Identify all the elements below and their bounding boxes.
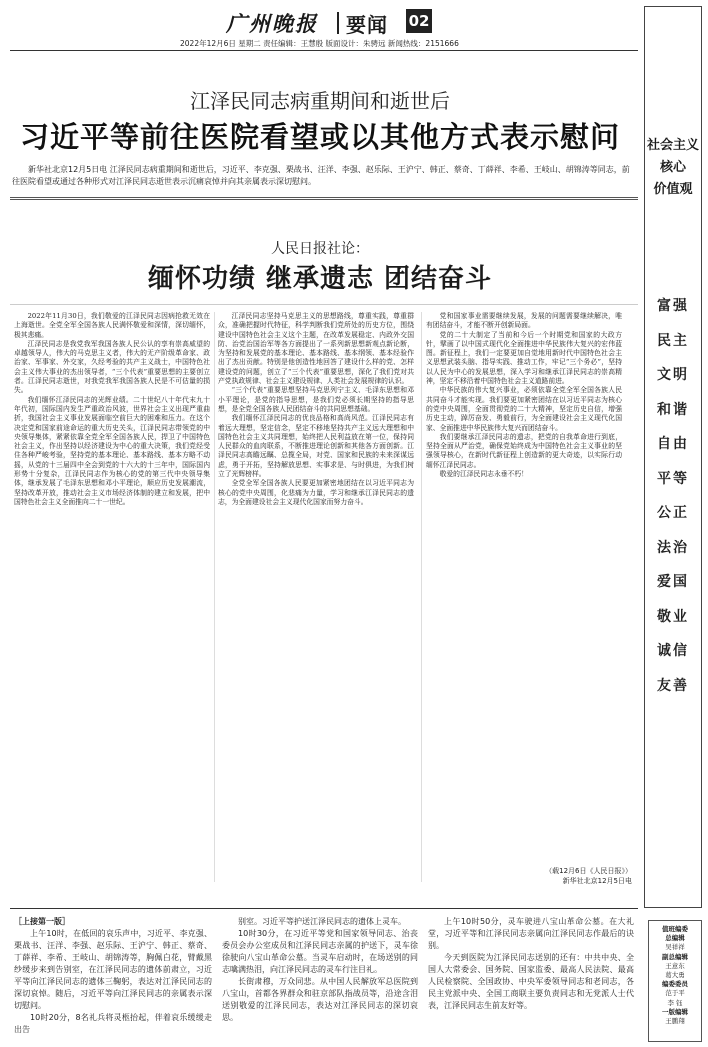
value-item: 敬业 xyxy=(657,608,689,625)
sidebar-title-line: 价值观 xyxy=(653,182,693,197)
masthead xyxy=(0,0,708,52)
editor-role: 副总编辑 xyxy=(662,952,688,961)
paper-name: 广州晚报 xyxy=(226,11,318,36)
editorial-column-2 xyxy=(218,312,414,884)
value-item: 法治 xyxy=(657,539,689,556)
news-headline: 习近平等前往医院看望或以其他方式表示慰问 xyxy=(19,120,620,154)
paragraph: 中华民族的伟大复兴事业，必须依靠全党全军全国各族人民共同奋斗才能实现。我们要更加紧密团结在以习近平同志为核心的党中央周围，全面贯彻党的二十大精神，坚定历史自信，增强历史主动，踔厉奋发、勇毅前行，为全面建设社会主义现代化国家、全面推进中华民族伟大复兴而团结奋斗。 xyxy=(426,386,622,432)
editor-role: 总编辑 xyxy=(665,934,685,943)
paragraph: “三个代表”重要思想坚持马克思列宁主义、毛泽东思想和邓小平理论，是党的指导思想，是我们党必须长期坚持的指导思想，是全党全国各族人民团结奋斗的共同思想基础。 xyxy=(218,386,414,413)
values-list xyxy=(645,289,701,703)
paragraph: 党的二十大制定了当前和今后一个时期党和国家的大政方针，擘画了以中国式现代化全面推进中华民族伟大复兴的宏伟蓝图。新征程上，我们一定要更加自觉地用新时代中国特色社会主义思想武装头脑、指导实践、推动工作，牢记“三个务必”，坚持以人民为中心的发展思想，深入学习和继承江泽民同志的崇高精神，坚定不移沿着中国特色社会主义道路前进。 xyxy=(426,330,622,386)
paragraph: 长街肃穆，万众同悲。从中国人民解放军总医院到八宝山，首都各界群众和驻京部队指战员等，沿途含泪送别敬爱的江泽民同志，表达对江泽民同志的深切哀思。 xyxy=(222,977,418,1022)
editorial-rule xyxy=(10,304,638,305)
editor-name: 葛大勇 xyxy=(665,971,685,980)
page-number-badge: 02 xyxy=(406,9,432,33)
paragraph: 我们缅怀江泽民同志的优良品格和高尚风范。江泽民同志有着远大理想，坚定信念，坚定不移地坚持共产主义远大理想和中国特色社会主义共同理想，始终把人民利益放在第一位，保持同人民群众的血肉联系，不断推进理论创新和其他各方面创新。江泽民同志高瞻远瞩、总揽全局，对党、国家和民族的未来深谋远虑，勇于开拓，坚持解放思想、实事求是、与时俱进，为我们树立了光辉榜样。 xyxy=(218,414,414,479)
editorial-column-1 xyxy=(14,312,210,884)
paragraph: 2022年11月30日，我们敬爱的江泽民同志因病抢救无效在上海逝世。全党全军全国各族人民满怀敬爱和深情，深切缅怀，极其悲痛。 xyxy=(14,312,210,339)
value-item: 公正 xyxy=(657,505,689,521)
editorial-column-3 xyxy=(426,312,622,860)
paragraph: 10时30分，在习近平等党和国家领导同志、治丧委员会办公室成员和江泽民同志亲属的护送下，灵车徐徐驶向八宝山革命公墓。当灵车启动时，在场送别的同志噙满热泪，向江泽民同志的灵车行注目礼。 xyxy=(222,929,418,974)
editor-name: 王鹏翔 xyxy=(665,1017,685,1026)
value-item: 友善 xyxy=(657,677,689,694)
value-item: 自由 xyxy=(657,436,689,452)
paragraph: 江泽民同志是我党我军我国各族人民公认的享有崇高威望的卓越领导人，伟大的马克思主义者，伟大的无产阶级革命家、政治家、军事家、外交家，久经考验的共产主义战士，中国特色社会主义伟大事业的杰出领导者，“三个代表”重要思想的主要创立者。江泽民同志逝世，对我党我军我国各族人民是不可估量的损失。 xyxy=(14,339,210,395)
masthead-rule xyxy=(10,50,638,51)
paragraph: 党和国家事业需要继续发展，发展的问题需要继续解决，唯有团结奋斗，才能不断开创新局面。 xyxy=(426,312,622,330)
news-lead: 新华社北京12月5日电 江泽民同志病重期间和逝世后，习近平、李克强、栗战书、汪洋、李强、赵乐际、王沪宁、韩正、蔡奇、丁薛祥、李希、王岐山、胡锦涛等同志，前往医院看望或通过各种形式对江泽民同志逝世表示沉痛哀悼并向其亲属表示深切慰问。 xyxy=(12,165,630,186)
bottom-column-3 xyxy=(428,916,634,1044)
editor-role: 值班编委 xyxy=(662,925,688,933)
sidebar-title-line: 社会主义 xyxy=(646,138,699,153)
editor-name: 李 钰 xyxy=(667,998,683,1007)
paragraph: 10时20分，8名礼兵将灵柩抬起，伴着哀乐缓缓走出告 xyxy=(14,1013,212,1034)
paragraph: 全党全军全国各族人民要更加紧密地团结在以习近平同志为核心的党中央周围，化悲痛为力量，学习和继承江泽民同志的遗志，为全面建设社会主义现代化国家而努力奋斗。 xyxy=(218,479,414,506)
paragraph: 敬爱的江泽民同志永垂不朽！ xyxy=(439,470,528,479)
core-values-sidebar xyxy=(644,6,702,908)
editor-role: 编委委员 xyxy=(662,980,688,989)
value-item: 文明 xyxy=(657,367,689,383)
value-item: 和谐 xyxy=(657,401,689,418)
editors-box xyxy=(648,920,702,1042)
section-title: 要闻 xyxy=(346,13,388,37)
editorial-signoff xyxy=(426,866,632,886)
continued-tag: ［上接第一版］ xyxy=(14,917,70,926)
value-item: 民主 xyxy=(657,332,689,349)
bottom-rule xyxy=(10,908,638,909)
paragraph: 上午10时，在低回的哀乐声中，习近平、李克强、栗战书、汪洋、李强、赵乐际、王沪宁、韩正、蔡奇、丁薛祥、李希、王岐山、胡锦涛等，胸佩白花，臂戴黑纱缓步来到告别室，在江泽民同志的遗体前肃立，习近平等向江泽民同志的遗体三鞠躬，表达对江泽民同志的深切哀悼。随后，习近平等向江泽民同志的亲属表示深切慰问。 xyxy=(14,929,212,1010)
editor-role: 一版编辑 xyxy=(662,1007,688,1016)
paragraph: 我们要继承江泽民同志的遗志，把党的自我革命进行到底，坚持全面从严治党，确保党始终成为中国特色社会主义事业的坚强领导核心，在新时代新征程上创造新的更大奇迹，以实际行动缅怀江泽民同志。 xyxy=(426,432,622,469)
news-kicker: 江泽民同志病重期间和逝世后 xyxy=(190,89,450,113)
sidebar-title-line: 核心 xyxy=(659,160,686,175)
editor-name: 吴祥祥 xyxy=(665,943,685,952)
editorial-dateline: 新华社北京12月5日电 xyxy=(562,877,632,885)
value-item: 平等 xyxy=(657,470,689,487)
editorial-kicker: 人民日报社论： xyxy=(271,241,369,257)
column-divider xyxy=(214,312,215,882)
editor-name: 王意东 xyxy=(665,961,685,970)
section-rule xyxy=(10,199,638,200)
value-item: 富强 xyxy=(657,298,689,314)
masthead-divider xyxy=(337,12,339,34)
section-rule xyxy=(10,197,638,198)
masthead-info: 2022年12月6日 星期二 责任编辑：王慧殷 版面设计：朱骋远 新闻热线：2151666 xyxy=(180,39,459,48)
paragraph: 我们缅怀江泽民同志的光辉业绩。二十世纪八十年代末九十年代初，国际国内发生严重政治风波，世界社会主义出现严重曲折，我国社会主义事业发展面临空前巨大的困难和压力。在这个决定党和国家前途命运的重大历史关头，江泽民同志带领党的中央领导集体，紧紧依靠全党全军全国各族人民，捍卫了中国特色社会主义，作出坚持以经济建设为中心的重大决策，我们党经受住各种严峻考验，坚持党的基本理论、基本路线、基本方略不动摇，从党的十三届四中全会到党的十六大的十三年中，国际国内形势十分复杂，江泽民同志作为核心的党的第三代中央领导集体，继承发展了毛泽东思想和邓小平理论，顺应历史发展潮流，坚持改革开放，推动社会主义市场经济体制的建立和发展，把中国特色社会主义全面推向二十一世纪。 xyxy=(14,395,210,506)
paragraph: 上午10时50分，灵车驶进八宝山革命公墓。在大礼堂，习近平等和江泽民同志亲属向江泽民同志作最后的诀别。 xyxy=(428,917,634,950)
sidebar-title xyxy=(645,135,701,201)
editorial-source: （载12月6日《人民日报》） xyxy=(545,867,632,875)
paragraph: 别室。习近平等护送江泽民同志的遗体上灵车。 xyxy=(238,917,406,926)
column-divider xyxy=(421,312,422,882)
paragraph: 江泽民同志坚持马克思主义的思想路线，尊重实践，尊重群众，准确把握时代特征，科学判断我们党所处的历史方位，围绕建设中国特色社会主义这个主题，在改革发展稳定、内政外交国防、治党治国治军等各方面提出了一系列新思想新观点新论断，为坚持和发展党的基本理论、基本路线、基本纲领、基本经验作出了杰出贡献。特别是他创造性地回答了建设什么样的党、怎样建设党的问题，创立了“三个代表”重要思想，深化了我们党对共产党执政规律、社会主义建设规律、人类社会发展规律的认识。 xyxy=(218,312,414,386)
bottom-column-2 xyxy=(222,916,418,1044)
bottom-column-1 xyxy=(14,916,212,1044)
paragraph: 今天到医院为江泽民同志送别的还有：中共中央、全国人大常委会、国务院、国家监委、最高人民法院、最高人民检察院、全国政协、中央军委领导同志和老同志，各民主党派中央、全国工商联主要负责同志和无党派人士代表，江泽民同志生前友好等。 xyxy=(428,953,634,1010)
editor-name: 范于平 xyxy=(665,989,685,998)
value-item: 诚信 xyxy=(657,643,689,659)
editorial-headline: 缅怀功绩 继承遗志 团结奋斗 xyxy=(147,264,493,294)
value-item: 爱国 xyxy=(657,574,689,590)
